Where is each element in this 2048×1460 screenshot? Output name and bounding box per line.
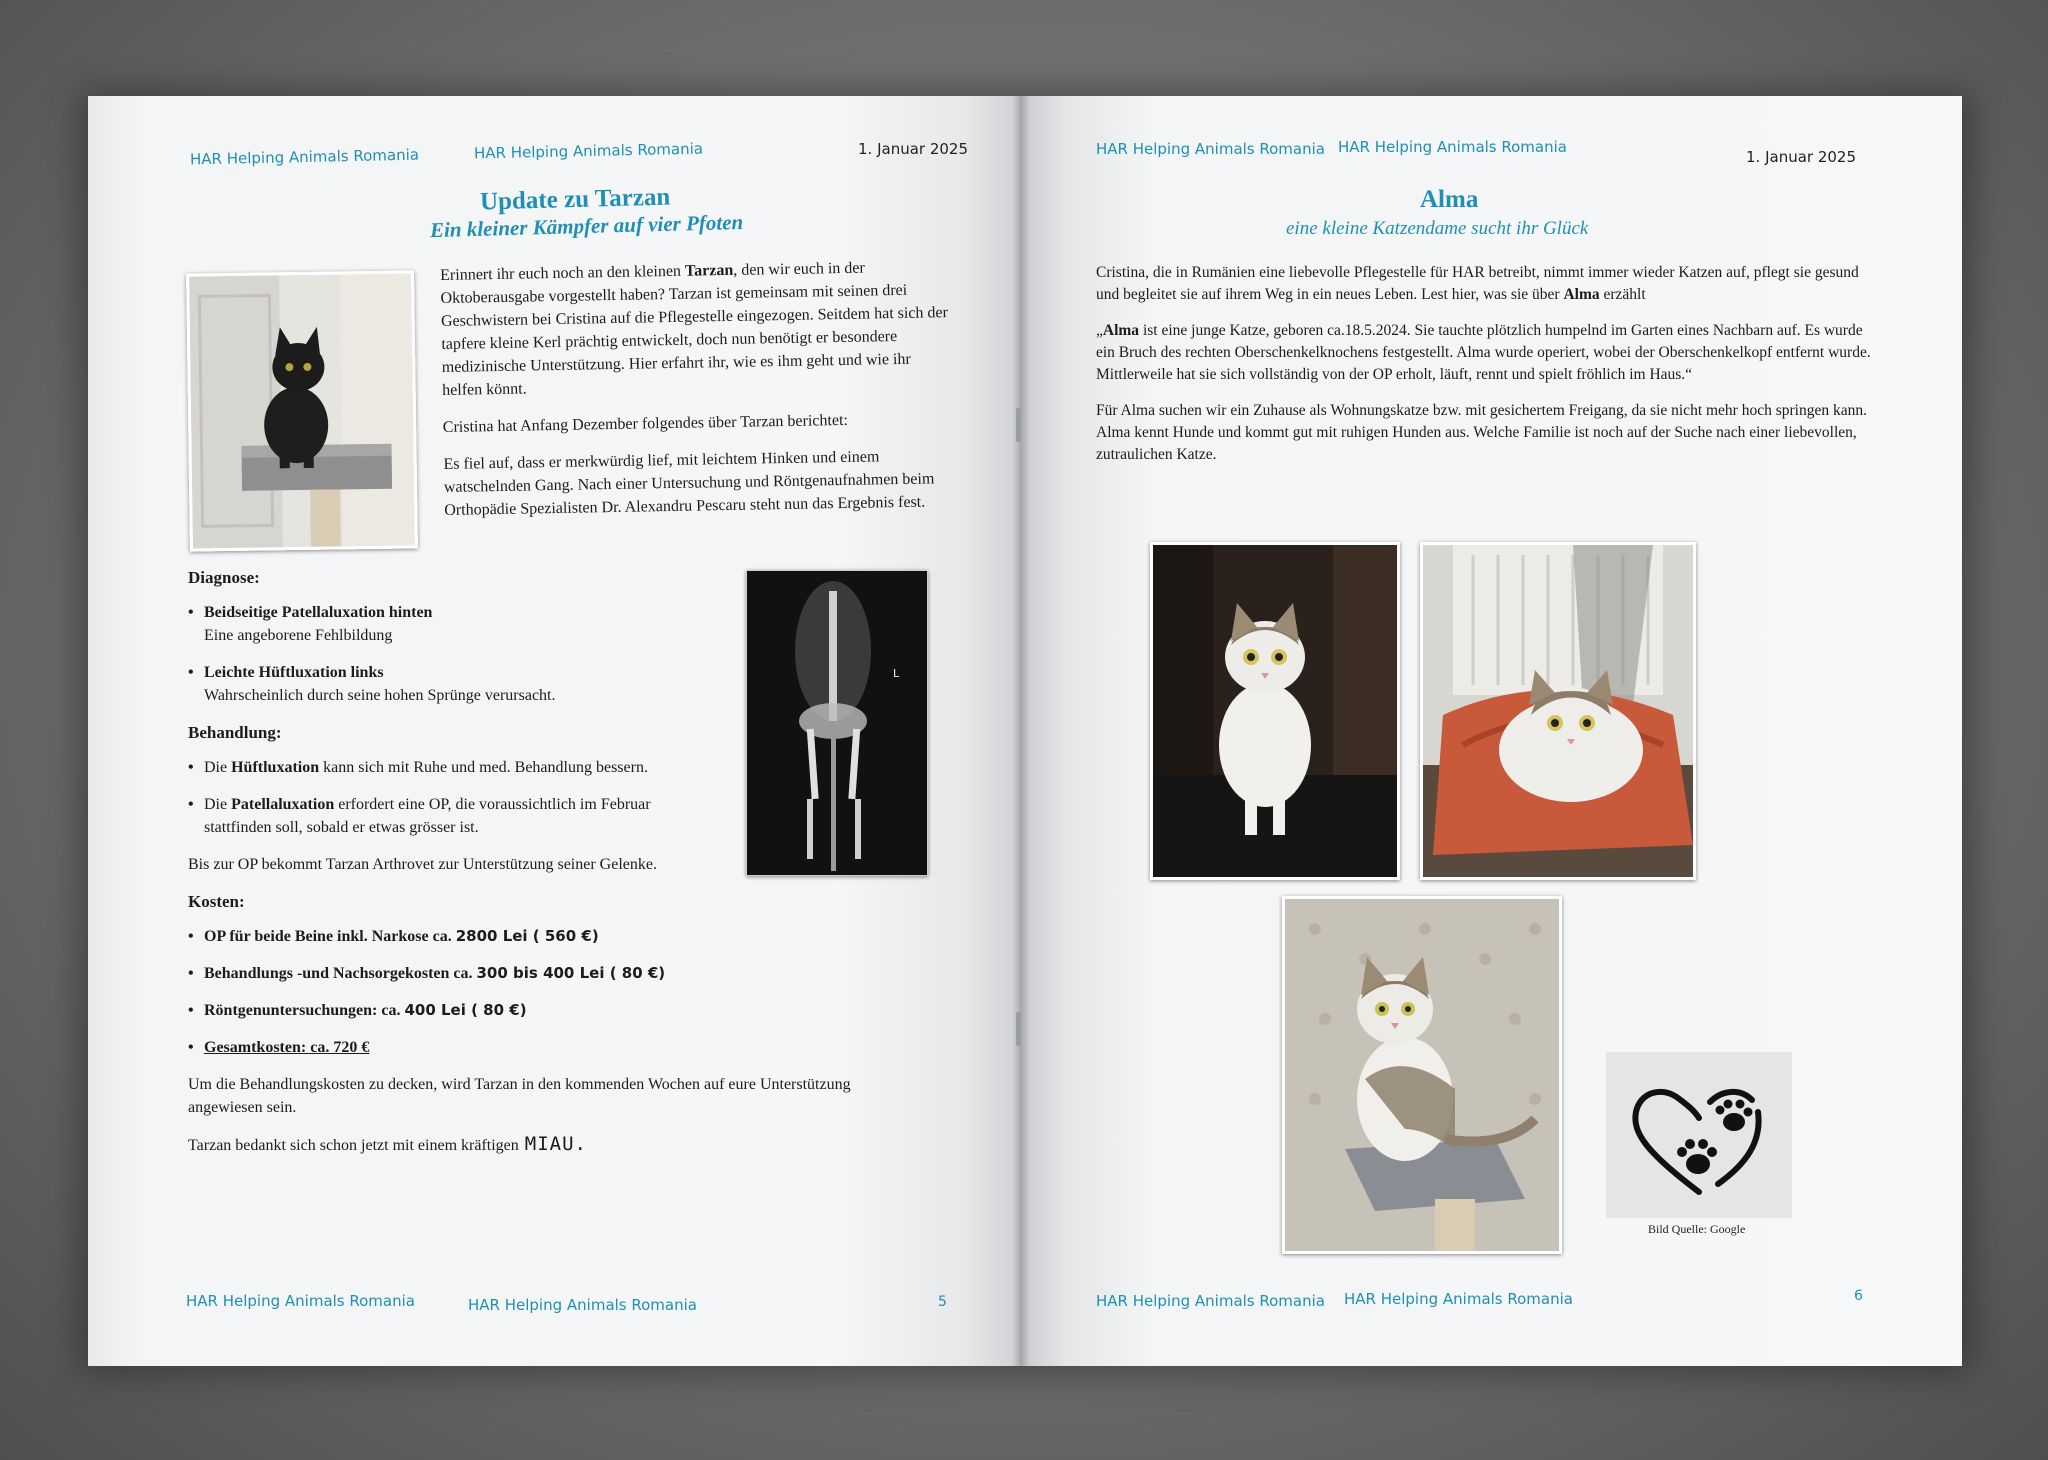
intro-paragraph	[440, 255, 952, 402]
behandlung-post-1: kann sich mit Ruhe und med. Behandlung bessern.	[319, 759, 648, 776]
behandlung-item-2	[188, 793, 694, 839]
page-left	[88, 96, 1020, 1366]
alma-cat-image-1	[1153, 545, 1397, 877]
article-title-right: Alma	[1420, 186, 1479, 213]
kosten-label-3: Röntgenuntersuchungen: ca.	[204, 1002, 405, 1019]
alma-text-block	[1096, 262, 1876, 480]
behandlung-bold-2: Patellaluxation	[231, 796, 335, 813]
intro-block	[440, 255, 955, 536]
kosten-total	[188, 1036, 904, 1059]
article-subtitle-right: eine kleine Katzendame sucht ihr Glück	[1286, 218, 1589, 239]
page-number-right: 6	[1854, 1288, 1863, 1304]
kosten-label-1: OP für beide Beine inkl. Narkose ca.	[204, 928, 456, 945]
intro-text-2: , den wir euch in der Oktoberausgabe vorgestellt haben? Tarzan ist gemeinsam mit seinen drei Geschwistern bei Cristina auf die Pflegestelle eingezogen. Seitdem hat sich der tapfere kleine Kerl prächtig entwickelt, doch nun benötigt er besondere medizinische Unterstützung. Hier erfahrt ihr, wie es ihm geht und wie ihr helfen könnt.	[440, 259, 949, 399]
header-org-1-right: HAR Helping Animals Romania	[1096, 140, 1325, 158]
header-org-2-right: HAR Helping Animals Romania	[1338, 138, 1567, 156]
alma-quote	[1096, 320, 1876, 386]
report-intro: Cristina hat Anfang Dezember folgendes über Tarzan berichtet:	[442, 411, 849, 436]
heart-paw-logo	[1606, 1052, 1792, 1218]
staple-bottom	[1016, 1012, 1021, 1046]
kosten-label-2: Behandlungs -und Nachsorgekosten ca.	[204, 965, 477, 982]
kosten-amount-3: 400 Lei ( 80 €)	[404, 1001, 527, 1019]
behandlung-post-2: erfordert eine OP, die voraussichtlich im Februar stattfinden soll, sobald er etwas grösser ist.	[204, 796, 651, 836]
alma-quote-name: Alma	[1102, 322, 1140, 339]
intro-name: Tarzan	[684, 261, 734, 280]
behandlung-pre-1: Die	[204, 759, 232, 776]
diagnose-item-1	[188, 601, 728, 647]
report-paragraph: Es fiel auf, dass er merkwürdig lief, mit leichtem Hinken und einem watschelnden Gang. Nach einer Untersuchung und Röntgenaufnahmen beim Orthopädie Spezialisten Dr. Alexandru Pescaru steht nun das Ergebnis fest.	[443, 448, 935, 519]
logo-caption: Bild Quelle: Google	[1648, 1222, 1746, 1236]
alma-home: Für Alma suchen wir ein Zuhause als Wohnungskatze bzw. mit gesichertem Freigang, da sie nicht mehr hoch springen kann. Alma kennt Hunde und kommt gut mit ruhigen Hunden aus. Welche Familie ist noch auf der Suche nach einer liebevollen, zutraulichen Katze.	[1096, 402, 1867, 463]
kosten-item-3	[188, 999, 904, 1022]
alma-cat-image-3	[1285, 899, 1559, 1251]
alma-quote-text: ist eine junge Katze, geboren ca.18.5.2024. Sie tauchte plötzlich humpelnd im Garten eines Nachbarn auf. Es wurde ein Bruch des rechten Oberschenkelknochens festgestellt. Alma wurde operiert, wobei der Oberschenkelkopf entfernt wurde. Mittlerweile hat sie sich vollständig von der OP erholt, läuft, rennt und spielt fröhlich im Haus.“	[1096, 322, 1871, 383]
thanks-line	[188, 1133, 728, 1157]
kosten-total-text: Gesamtkosten: ca. 720 €	[204, 1039, 370, 1056]
kosten-amount-2: 300 bis 400 Lei ( 80 €)	[476, 964, 666, 982]
alma-intro-text-1: Cristina, die in Rumänien eine liebevolle Pflegestelle für HAR betreibt, nimmt immer wieder Katzen auf, pflegt sie gesund und begleitet sie auf ihrem Weg in ein neues Leben. Lest hier, was sie über	[1096, 264, 1859, 303]
alma-photo-2	[1420, 542, 1696, 880]
intro-text-1: Erinnert ihr euch noch an den kleinen	[440, 262, 686, 284]
spine-fold	[1012, 96, 1030, 1366]
behandlung-heading: Behandlung:	[188, 723, 282, 742]
diagnose-detail-2: Wahrscheinlich durch seine hohen Sprünge verursacht.	[204, 687, 556, 704]
tarzan-photo	[186, 270, 418, 551]
page-right	[1020, 96, 1962, 1366]
alma-intro-name: Alma	[1563, 286, 1600, 303]
kosten-amount-1: 2800 Lei ( 560 €)	[455, 927, 599, 945]
heart-paw-icon	[1606, 1052, 1792, 1218]
header-date: 1. Januar 2025	[858, 140, 969, 158]
diagnose-lead-1: Beidseitige Patellaluxation hinten	[204, 604, 433, 621]
diagnose-heading: Diagnose:	[188, 568, 260, 587]
alma-photo-3	[1282, 896, 1562, 1254]
xray-image	[746, 570, 928, 876]
xray-svg	[747, 571, 927, 875]
miau-text: MIAU.	[524, 1133, 587, 1155]
alma-cat-image-2	[1423, 545, 1693, 877]
alma-intro	[1096, 262, 1876, 306]
arthrovet-paragraph: Bis zur OP bekommt Tarzan Arthrovet zur Unterstützung seiner Gelenke.	[188, 856, 657, 873]
footer-org-2: HAR Helping Animals Romania	[468, 1296, 697, 1314]
thanks-text: Tarzan bedankt sich schon jetzt mit einem kräftigen	[188, 1137, 519, 1154]
xray-marker: L	[893, 667, 900, 680]
footer-org-2-right: HAR Helping Animals Romania	[1344, 1290, 1573, 1308]
alma-quote-open: „	[1096, 322, 1103, 339]
footer-org-1: HAR Helping Animals Romania	[186, 1292, 415, 1310]
alma-photo-1	[1150, 542, 1400, 880]
kosten-item-1	[188, 925, 904, 948]
diagnose-item-2	[188, 661, 728, 707]
diagnose-detail-1: Eine angeborene Fehlbildung	[204, 627, 393, 644]
article-subtitle: Ein kleiner Kämpfer auf vier Pfoten	[429, 209, 744, 243]
header-org-1: HAR Helping Animals Romania	[189, 145, 420, 169]
header-org-2: HAR Helping Animals Romania	[473, 139, 704, 163]
kosten-item-2	[188, 962, 904, 985]
behandlung-item-1	[188, 756, 694, 779]
behandlung-pre-2: Die	[204, 796, 232, 813]
staple-top	[1016, 408, 1021, 442]
footer-org-1-right: HAR Helping Animals Romania	[1096, 1292, 1325, 1310]
page-number-left: 5	[938, 1294, 947, 1310]
header-date-right: 1. Januar 2025	[1746, 148, 1857, 166]
alma-intro-text-2: erzählt	[1599, 286, 1646, 303]
behandlung-bold-1: Hüftluxation	[231, 759, 320, 776]
tarzan-cat-image	[189, 273, 415, 548]
kosten-heading: Kosten:	[188, 892, 245, 911]
diagnose-block	[188, 566, 851, 1157]
diagnose-lead-2: Leichte Hüftluxation links	[204, 664, 384, 681]
support-paragraph: Um die Behandlungskosten zu decken, wird Tarzan in den kommenden Wochen auf eure Unterstützung angewiesen sein.	[188, 1076, 851, 1116]
article-title: Update zu Tarzan	[479, 183, 671, 216]
